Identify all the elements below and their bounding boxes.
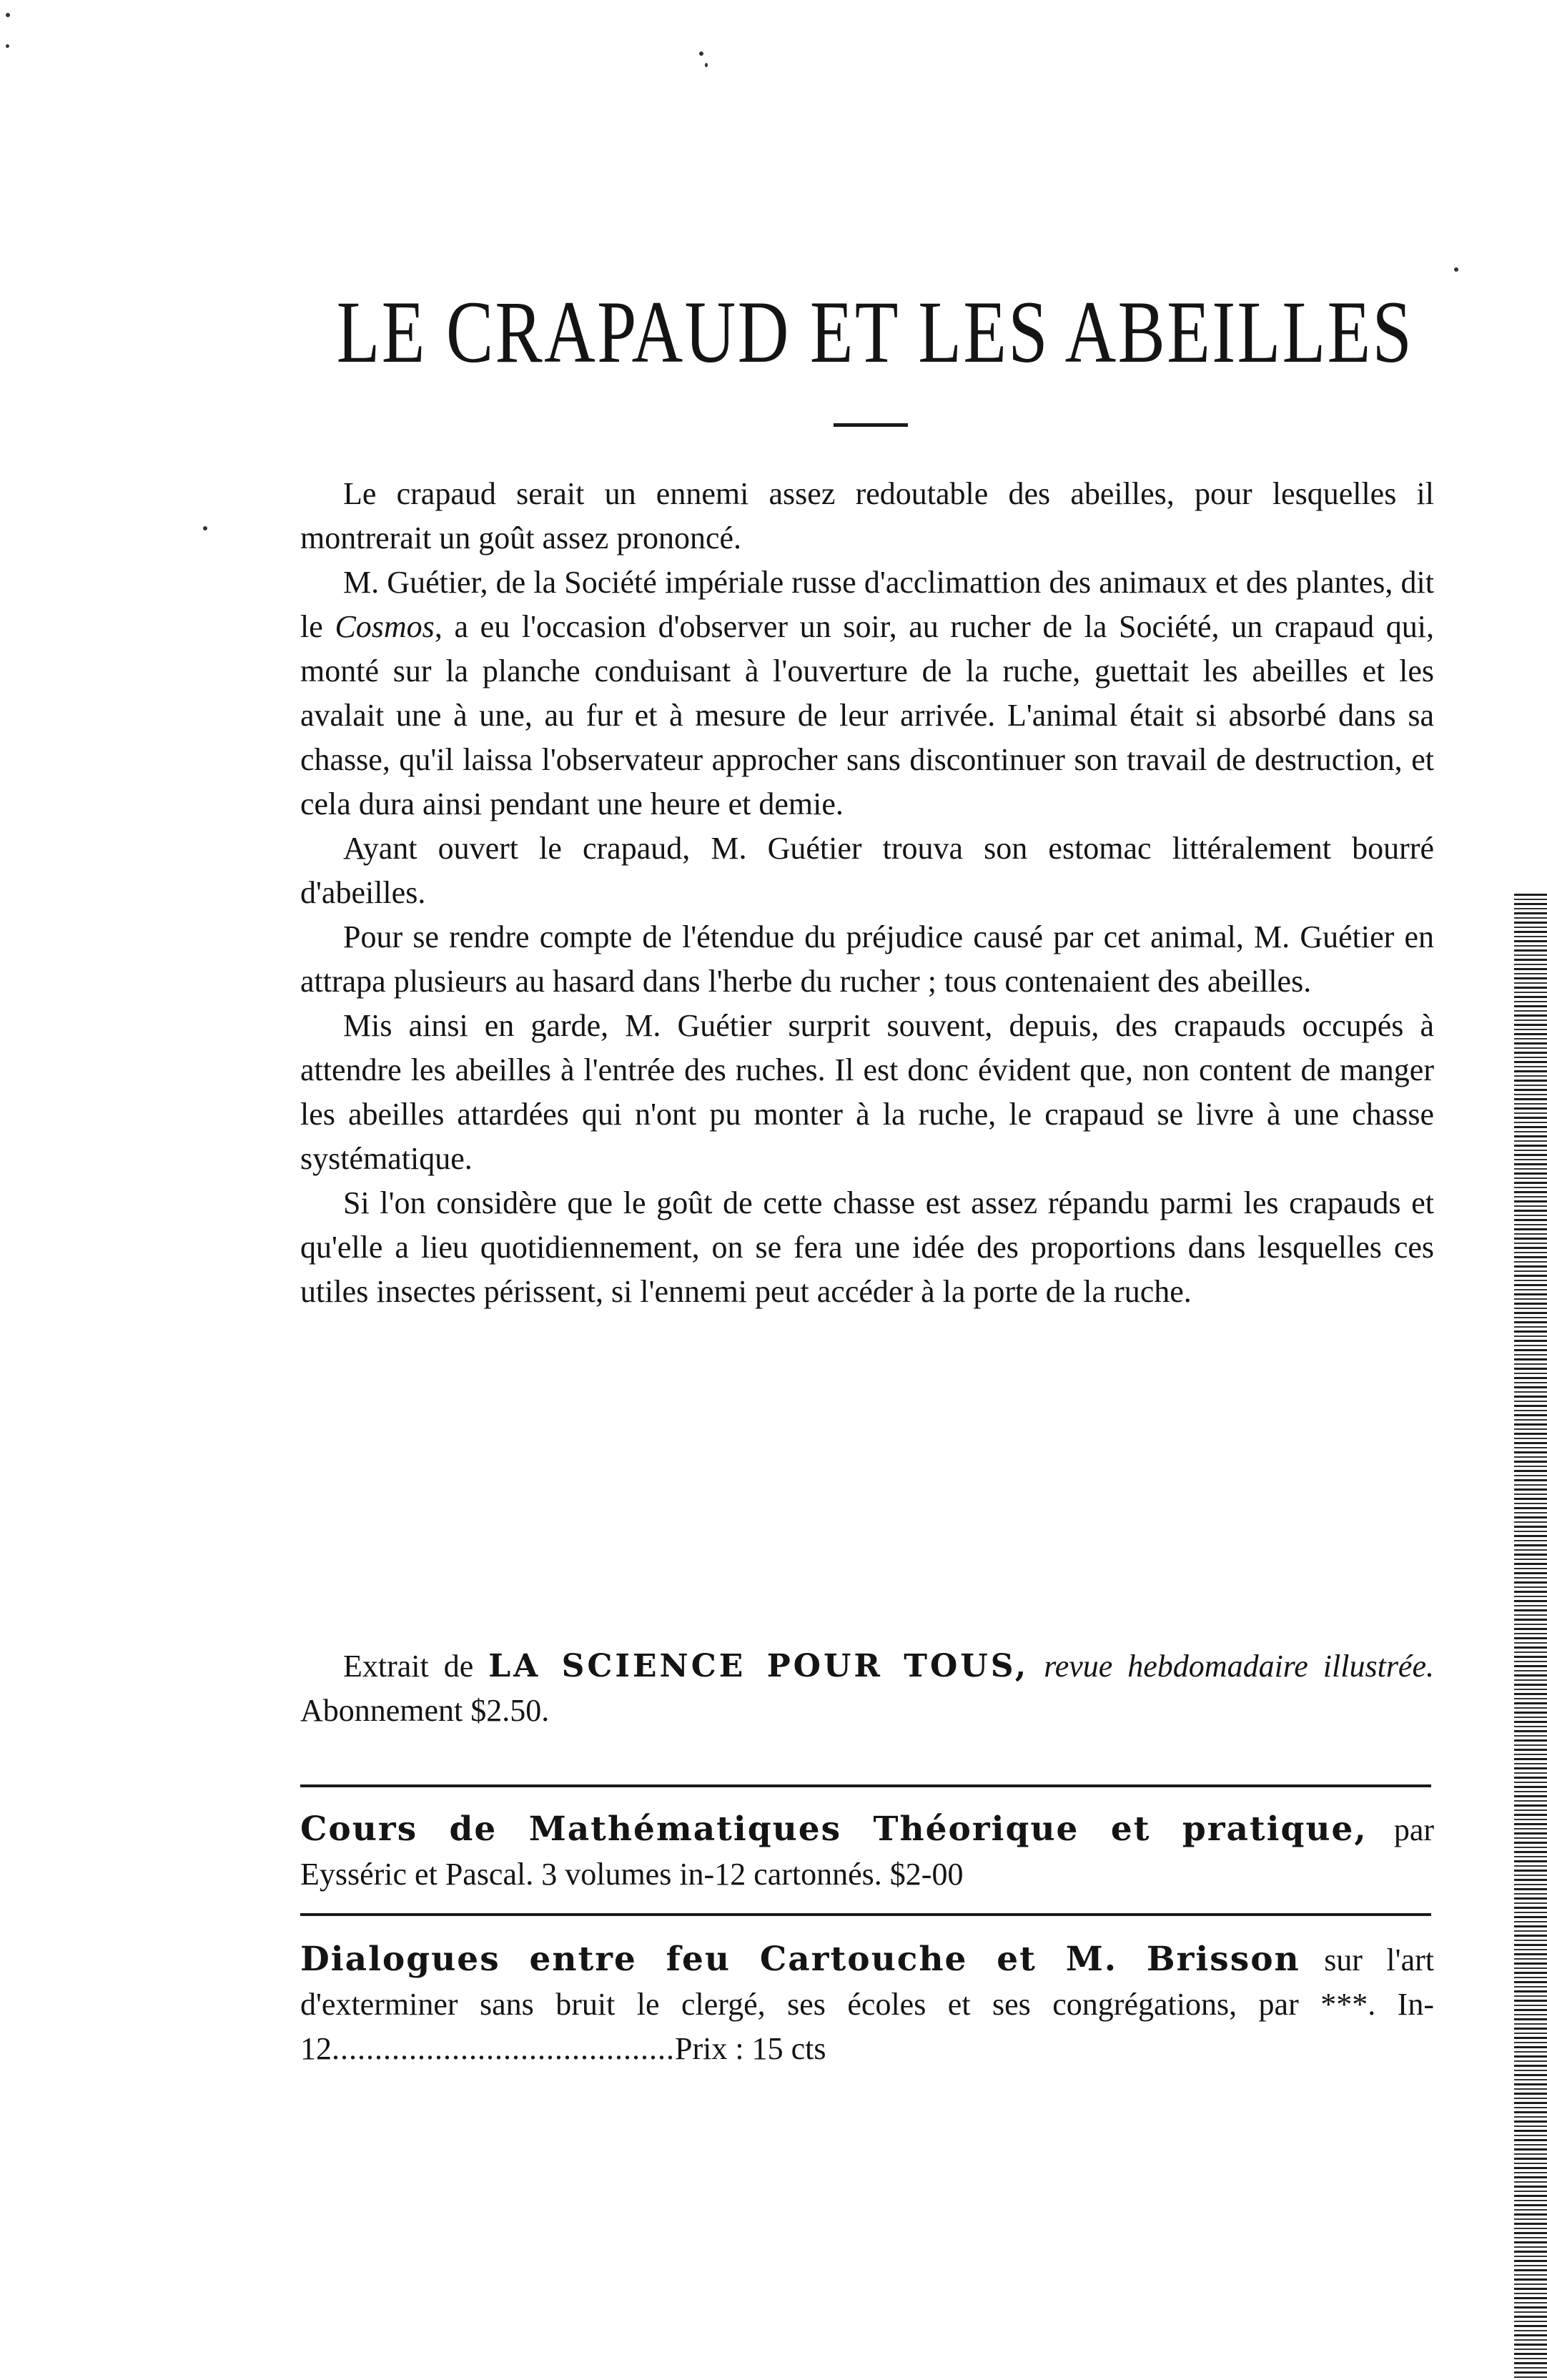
scan-speck [705, 63, 708, 67]
ad-2-details: sur l'art d'exterminer sans bruit le clergé, ses écoles et ses congrégations, par ***. In-12 [300, 1942, 1434, 2066]
paragraph-1: Le crapaud serait un ennemi assez redoutable des abeilles, pour lesquelles il montrerait un goût assez prononcé. [300, 476, 1434, 556]
subscription-price: Abonnement $2.50. [300, 1693, 550, 1728]
paragraph-5: Mis ainsi en garde, M. Guétier surprit souvent, depuis, des crapauds occupés à attendre les abeilles à l'entrée des ruches. Il est donc évident que, non content de manger les abeilles attardées qui n'ont pu monter à la ruche, le crapaud se livre à une chasse systématique. [300, 1008, 1434, 1176]
scan-speck [1454, 267, 1458, 272]
paragraph-3: Ayant ouvert le crapaud, M. Guétier trouva son estomac littéralement bourré d'abeilles. [300, 831, 1434, 910]
scan-edge-texture [1514, 894, 1547, 2380]
paragraph-2-lead: M. Guétier, de la Société impériale russe d'acclimattion des animaux et des plantes, dit le [300, 565, 1434, 644]
credit-prefix: Extrait de [343, 1649, 474, 1684]
scan-speck [699, 51, 703, 56]
publication-name: LA SCIENCE POUR TOUS, [488, 1648, 1029, 1684]
paragraph-6: Si l'on considère que le goût de cette chasse est assez répandu parmi les crapauds et qu'elle a lieu quotidiennement, on se fera une idée des proportions dans lesquelles ces utiles insectes périssent, si l'ennemi peut accéder à la porte de la ruche. [300, 1185, 1434, 1309]
scan-speck [6, 44, 9, 48]
ad-dialogues [300, 1937, 1434, 2071]
section-divider-1 [300, 1784, 1431, 1787]
ad-mathematiques [300, 1807, 1434, 1897]
ad-1-heading: Cours de Mathématiques Théorique et pratique, [300, 1809, 1368, 1849]
source-credit [300, 1644, 1434, 1733]
paragraph-2 [300, 561, 1434, 826]
section-divider-2 [300, 1913, 1431, 1916]
article-title: LE CRAPAUD ET LES ABEILLES [336, 283, 1414, 381]
ad-1-details: par Eysséric et Pascal. 3 volumes in-12 cartonnés. $2-00 [300, 1812, 1434, 1892]
title-divider [834, 423, 908, 427]
publication-description: revue hebdomadaire illustrée. [1044, 1649, 1434, 1684]
ad-2-heading: Dialogues entre feu Cartouche et M. Brisson [300, 1940, 1300, 1979]
ad-2-price: Prix : 15 cts [675, 2031, 826, 2066]
article-body [300, 472, 1434, 1314]
cosmos-title: Cosmos [335, 609, 435, 644]
paragraph-4: Pour se rendre compte de l'étendue du préjudice causé par cet animal, M. Guétier en attrapa plusieurs au hasard dans l'herbe du rucher ; tous contenaient des abeilles. [300, 919, 1434, 999]
scan-speck [203, 526, 207, 530]
paragraph-2-rest: , a eu l'occasion d'observer un soir, au rucher de la Société, un crapaud qui, monté sur la planche conduisant à l'ouverture de la ruche, guettait les abeilles et les avalait une à une, au fur et à mesure de leur arrivée. L'animal était si absorbé dans sa chasse, qu'il laissa l'observateur approcher sans discontinuer son travail de destruction, et cela dura ainsi pendant une heure et demie. [300, 609, 1435, 821]
scan-speck [6, 13, 10, 17]
ad-2-leader-dots: ........................................ [332, 2031, 675, 2066]
